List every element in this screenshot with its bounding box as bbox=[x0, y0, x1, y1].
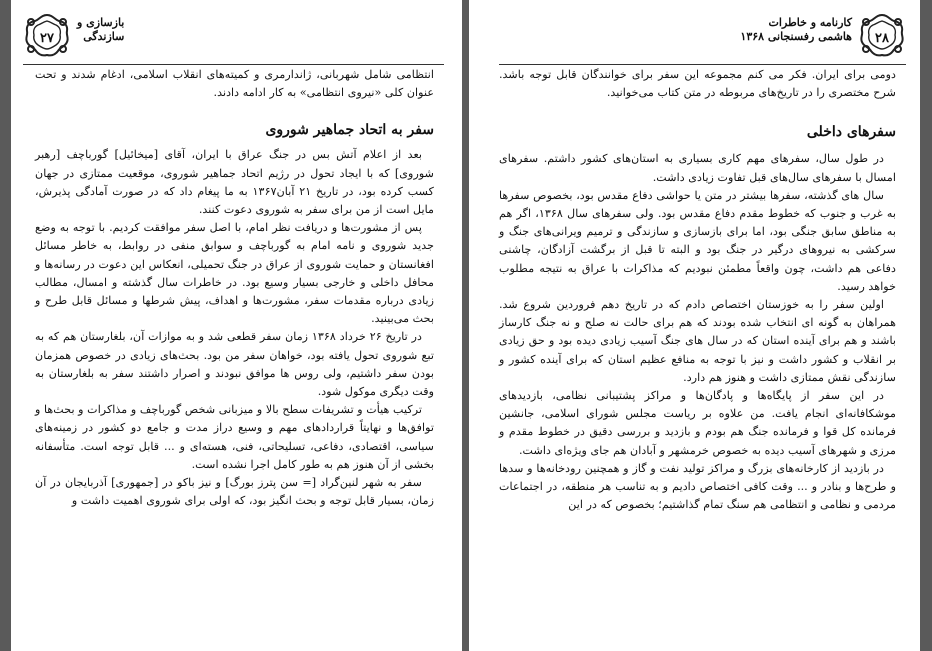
paragraph: در طول سال، سفرهای مهم کاری بسیاری به استان‌های کشور داشتم. سفرهای امسال با سفرهای سال‌های قبل تفاوت زیادی داشت. bbox=[499, 152, 896, 184]
section-heading: سفر به اتحاد جماهیر شوروی bbox=[265, 122, 434, 139]
paragraph: در بازدید از کارخانه‌های بزرگ و مراکز تولید نفت و گاز و همچنین رودخانه‌ها و سدها و طرح‌ها و بنادر و ... وقت کافی اختصاص دادیم و به تناسب هر منطقه، در اجتماعات مردمی و نظامی و انتظامی هم سنگ تمام گذاشتیم؛ بخصوص که در این bbox=[499, 461, 896, 512]
header-divider bbox=[23, 64, 444, 65]
paragraph: در این سفر از پایگاه‌ها و پادگان‌ها و مراکز پشتیبانی نظامی، بازدیدهای موشکافانه‌ای انجام یافت. من علاوه بر ریاست مجلس شورای اسلامی، جانشین فرمانده کل قوا و فرمانده جنگ هم بودم و بازدید و بررسی دقیق در خطوط مقدم و مرزی و شهرهای آسیب دیده به خصوص خرمشهر و آبادان هم جای ویژه‌ای داشت. bbox=[499, 389, 896, 457]
running-header-line-1: بازسازی و bbox=[77, 16, 125, 29]
page-number: ۲۸ bbox=[875, 31, 889, 46]
intro-paragraph: دومی برای ایران. فکر می کنم مجموعه این سفر برای خوانندگان قابل توجه باشد. شرح مختصری را در تاریخ‌های مربوطه در متن کتاب می‌خوانید. bbox=[499, 68, 896, 100]
running-header-title bbox=[740, 16, 852, 44]
running-header-line-1: کارنامه و خاطرات bbox=[768, 16, 852, 29]
page-header bbox=[11, 8, 462, 58]
page-header bbox=[469, 8, 920, 58]
paragraph: اولین سفر را به خوزستان اختصاص دادم که در تاریخ دهم فروردین شروع شد. همراهان به گونه ای انتخاب شده بودند که هم برای حالت نه صلح و نه جنگ کارساز باشند و هم برای آینده استان که در سال های جنگ آسیب زیادی دیده بود و حق زیادی بر انقلاب و کشور داشت و نیز با توجه به منافع عظیم استان که برای آینده کشور و سازندگی نقش ممتازی داشت و هنوز هم دارد. bbox=[499, 298, 896, 384]
paragraph: سال های گذشته، سفرها بیشتر در متن یا حواشی دفاع مقدس بود، بخصوص سفرها به غرب و جنوب که خطوط مقدم دفاع مقدس بود. ولی سفرهای سال ۱۳۶۸، اگر هم به مناطق سابق جنگی بود، اما برای بازسازی و سازندگی و ترمیم ویرانی‌های جنگ و سرکشی به نیروهای درگیر در جنگ بود و البته تا قبل از برگشت آزادگان، چاشنی دفاعی هم داشت، چون واقعاً مطمئن نبودیم که مذاکرات با عراق به نتیجه مطلوب خواهد رسید. bbox=[499, 188, 896, 293]
section-heading: سفرهای داخلی bbox=[806, 124, 896, 141]
intro-paragraph: انتظامی شامل شهربانی، ژاندارمری و کمیته‌های انقلاب اسلامی، ادغام شدند و تحت عنوان کلی «نیروی انتظامی» به کار ادامه دادند. bbox=[35, 68, 434, 100]
paragraph: سفر به شهر لنین‌گراد [= سن پترز بورگ] و نیز باکو در [جمهوری] آذربایجان در آن زمان، بسیار قابل توجه و بحث انگیز بود، که اولی برای شوروی اهمیت داشت و bbox=[35, 476, 434, 508]
running-header-title bbox=[77, 16, 124, 44]
paragraph: ترکیب هیأت و تشریفات سطح بالا و میزبانی شخص گورباچف و مذاکرات و بحث‌ها و توافق‌ها و نهایتاً قراردادهای مهم و وسیع دراز مدت و جامع دو کشور در زمینه‌های سیاسی، اقتصادی، دفاعی، تسلیحاتی، فنی، هسته‌ای و ... قابل توجه است. متأسفانه بخشی از آن هنوز هم به طور کامل اجرا نشده است. bbox=[35, 403, 434, 471]
left-page bbox=[11, 0, 462, 651]
page-number: ۲۷ bbox=[40, 31, 54, 46]
running-header-line-2: سازندگی bbox=[83, 30, 125, 43]
header-divider bbox=[499, 64, 906, 65]
paragraph: پس از مشورت‌ها و دریافت نظر امام، با اصل سفر موافقت کردیم. با توجه به وضع جدید شوروی و نامه امام به گورباچف و سوابق منفی در روابط، به خاطر مسائل افغانستان و حمایت شوروی از عراق در جنگ تحمیلی، انعکاس این دعوت در رسانه‌ها و محافل داخلی و خارجی بسیار وسیع بود. در خاطرات سال گذشته و امسال، مطالب زیادی درباره مقدمات سفر، مشورت‌ها و اهداف، پیش شرطها و مسائل قابل طرح و بحث می‌بینید. bbox=[35, 221, 434, 326]
paragraph: بعد از اعلام آتش بس در جنگ عراق با ایران، آقای [میخائیل] گورباچف [رهبر شوروی] که با ایجاد تحول در رژیم اتحاد جماهیر شوروی، موقعیت ممتازی در جهان کسب کرده بود، در تاریخ ۲۱ آبان۱۳۶۷ به ما پیغام داد که در صورت آمادگی پذیرش، مایل است از من برای سفر به شوروی دعوت کنند. bbox=[35, 148, 434, 217]
page-body bbox=[35, 66, 434, 510]
page-body bbox=[499, 66, 896, 514]
running-header-line-2: هاشمی رفسنجانی ۱۳۶۸ bbox=[740, 30, 852, 43]
right-page bbox=[469, 0, 920, 651]
paragraph: در تاریخ ۲۶ خرداد ۱۳۶۸ زمان سفر قطعی شد و به موازات آن، بلغارستان هم که به تبع شوروی تحول یافته بود، خواهان سفر من بود. بحث‌های زیادی در خصوص همزمان بودن سفر داشتیم، ولی روس ها موافق نبودند و اصرار داشتند سفر به بلغارستان به وقت دیگری موکول شود. bbox=[35, 330, 434, 399]
